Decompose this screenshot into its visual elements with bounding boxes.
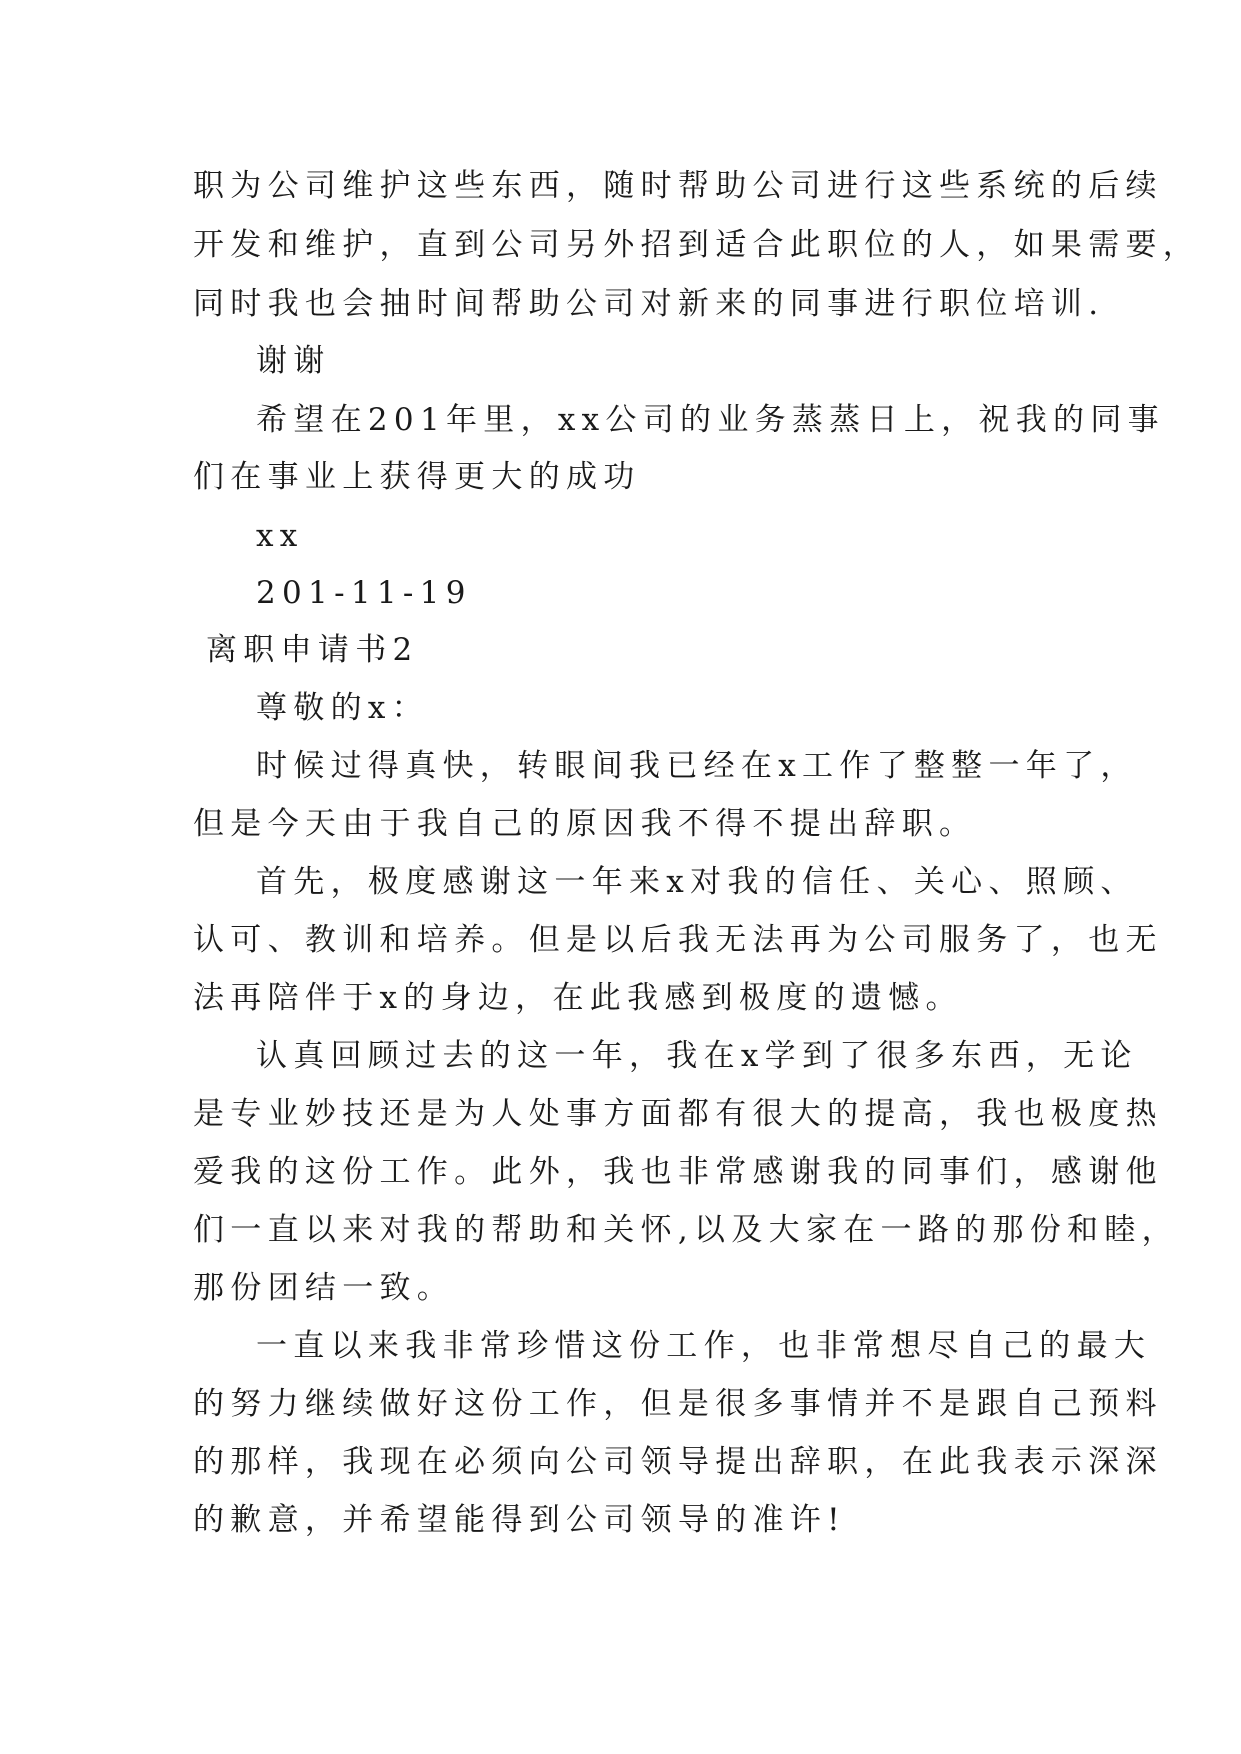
paragraph-line: 的歉意，并希望能得到公司领导的准许! (193, 1502, 846, 1538)
paragraph-line: 但是今天由于我自己的原因我不得不提出辞职。 (193, 806, 977, 842)
section-heading: 离职申请书2 (206, 632, 419, 668)
paragraph-line: 爱我的这份工作。此外，我也非常感谢我的同事们，感谢他 (193, 1154, 1163, 1190)
paragraph-line: 的那样，我现在必须向公司领导提出辞职，在此我表示深深 (193, 1444, 1163, 1480)
paragraph-line: 们一直以来对我的帮助和关怀,以及大家在一路的那份和睦， (193, 1212, 1179, 1248)
paragraph-line: 是专业妙技还是为人处事方面都有很大的提高，我也极度热 (193, 1096, 1163, 1132)
paragraph-line: 认真回顾过去的这一年，我在x学到了很多东西，无论 (256, 1038, 1138, 1074)
paragraph-line: 那份团结一致。 (193, 1270, 455, 1306)
paragraph-line: 时候过得真快，转眼间我已经在x工作了整整一年了， (256, 748, 1138, 784)
paragraph-line: 职为公司维护这些东西，随时帮助公司进行这些系统的后续 (193, 168, 1163, 204)
paragraph-line: 首先，极度感谢这一年来x对我的信任、关心、照顾、 (256, 864, 1138, 900)
salutation: 尊敬的x： (256, 690, 429, 726)
paragraph-line: 认可、教训和培养。但是以后我无法再为公司服务了，也无 (193, 922, 1163, 958)
paragraph-line: 希望在201年里，xx公司的业务蒸蒸日上，祝我的同事 (256, 402, 1165, 438)
paragraph-line: 的努力继续做好这份工作，但是很多事情并不是跟自己预料 (193, 1386, 1163, 1422)
closing-thanks: 谢谢 (256, 343, 331, 379)
paragraph-line: 开发和维护，直到公司另外招到适合此职位的人，如果需要， (193, 227, 1201, 263)
signature-date: 201-11-19 (256, 575, 472, 611)
paragraph-line: 同时我也会抽时间帮助公司对新来的同事进行职位培训. (193, 286, 1105, 322)
paragraph-line: 一直以来我非常珍惜这份工作，也非常想尽自己的最大 (256, 1328, 1152, 1364)
paragraph-line: 们在事业上获得更大的成功 (193, 459, 641, 495)
signature-name: xx (256, 518, 304, 554)
paragraph-line: 法再陪伴于x的身边，在此我感到极度的遗憾。 (193, 980, 963, 1016)
